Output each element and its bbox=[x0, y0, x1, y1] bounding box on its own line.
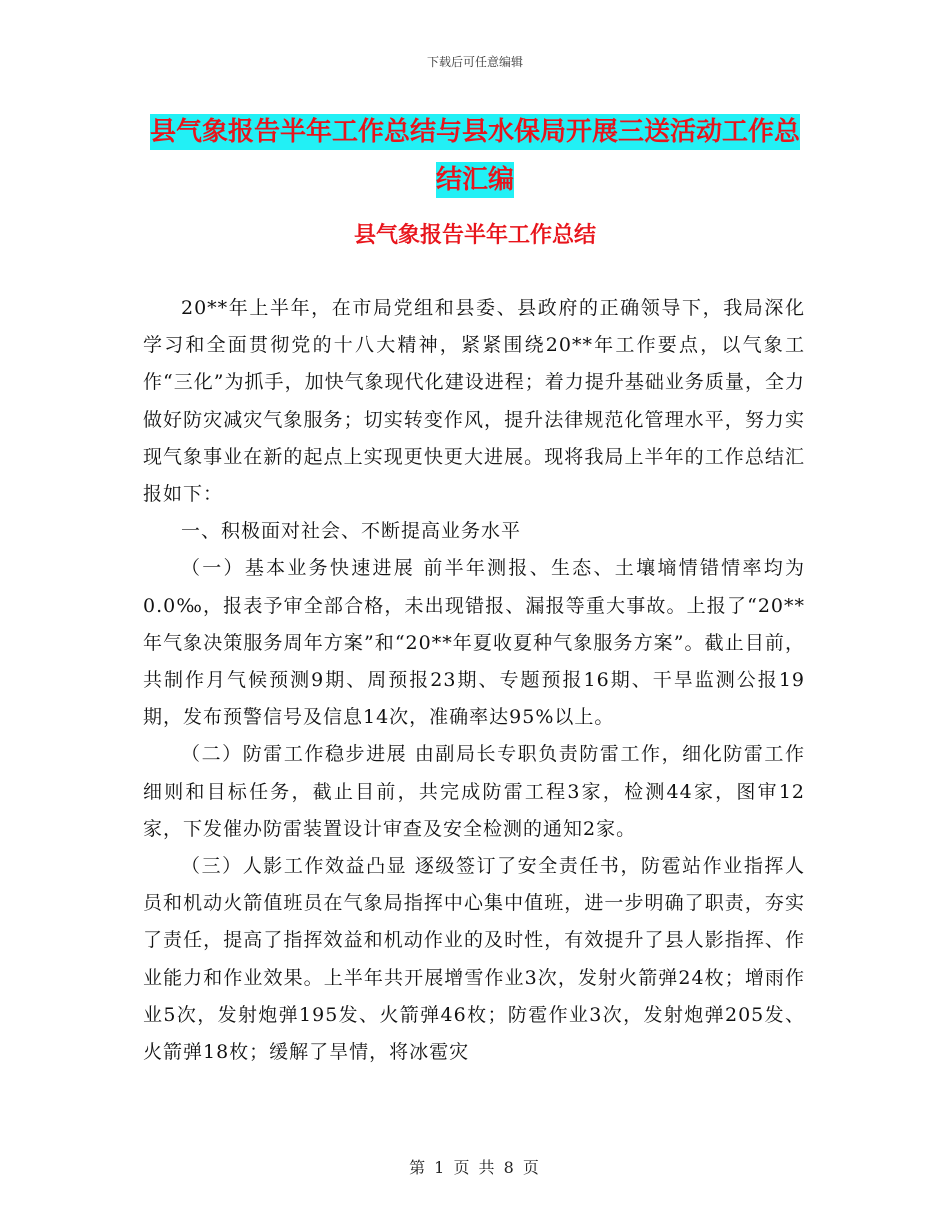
section-title: 县气象报告半年工作总结 bbox=[353, 223, 596, 248]
document-title bbox=[140, 108, 810, 204]
header-note: 下载后可任意编辑 bbox=[426, 55, 523, 69]
page-number: 第 1 页 共 8 页 bbox=[409, 1158, 541, 1177]
paragraph-heading-1: 一、积极面对社会、不断提高业务水平 bbox=[181, 520, 522, 543]
paragraph-weather-modification: （三）人影工作效益凸显 逐级签订了安全责任书，防雹站作业指挥人员和机动火箭值班员在气象局指挥中心集中值班，进一步明确了职责，夯实了责任，提高了指挥效益和机动作业的及时性，有效提升了县人影指挥、作业能力和作业效果。上半年共开展增雪作业3次，发射火箭弹24枚；增雨作业5次，发射炮弹195发、火箭弹46枚；防雹作业3次，发射炮弹205发、火箭弹18枚；缓解了旱情，将冰雹灾 bbox=[143, 855, 805, 1064]
paragraph-intro: 20**年上半年，在市局党组和县委、县政府的正确领导下，我局深化学习和全面贯彻党的十八大精神，紧紧围绕20**年工作要点，以气象工作“三化”为抓手，加快气象现代化建设进程；着力提升基础业务质量，全力做好防灾减灾气象服务；切实转变作风，提升法律规范化管理水平，努力实现气象事业在新的起点上实现更快更大进展。现将我局上半年的工作总结汇报如下： bbox=[143, 297, 805, 506]
document-body bbox=[143, 290, 805, 1071]
paragraph-lightning-protection: （二）防雷工作稳步进展 由副局长专职负责防雷工作，细化防雷工作细则和目标任务，截止目前，共完成防雷工程3家，检测44家，图审12家，下发催办防雷装置设计审查及安全检测的通知2家。 bbox=[143, 743, 805, 840]
document-title-text: 县气象报告半年工作总结与县水保局开展三送活动工作总结汇编 bbox=[150, 114, 800, 198]
paragraph-basic-business: （一）基本业务快速进展 前半年测报、生态、土壤墒情错情率均为0.0‰，报表予审全部合格，未出现错报、漏报等重大事故。上报了“20**年气象决策服务周年方案”和“20**年夏收夏种气象服务方案”。截止目前，共制作月气候预测9期、周预报23期、专题预报16期、干旱监测公报19期，发布预警信号及信息14次，准确率达95%以上。 bbox=[143, 557, 805, 729]
